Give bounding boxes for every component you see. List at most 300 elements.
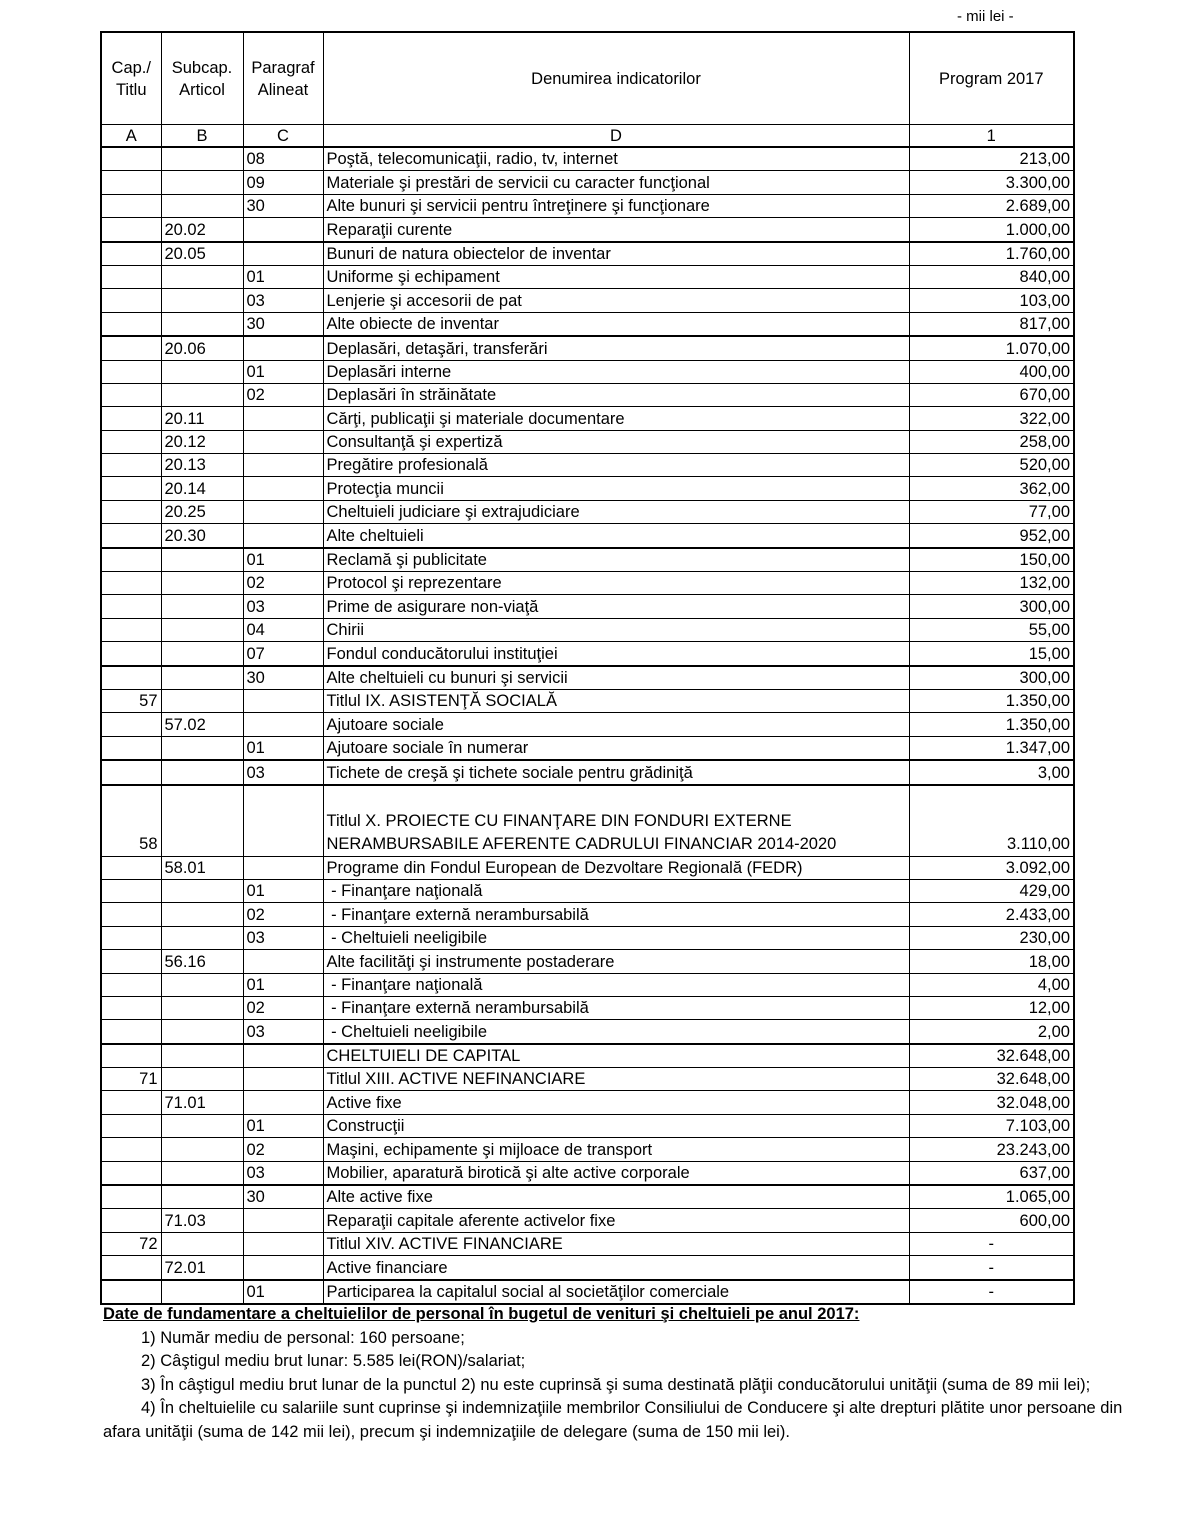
cell-subcap-articol (161, 265, 243, 288)
cell-paragraf-alineat: 02 (243, 996, 323, 1019)
cell-paragraf-alineat (243, 218, 323, 242)
cell-denumirea: - Finanţare naţională (323, 879, 909, 902)
table-row (101, 289, 1074, 312)
cell-subcap-articol (161, 926, 243, 949)
table-row (101, 736, 1074, 760)
cell-paragraf-alineat: 30 (243, 666, 323, 690)
cell-program-2017: 150,00 (909, 548, 1074, 572)
cell-paragraf-alineat (243, 500, 323, 523)
cell-cap-titlu (101, 454, 161, 477)
cell-denumirea: Programe din Fondul European de Dezvoltare Regională (FEDR) (323, 856, 909, 879)
cell-program-2017: - (909, 1256, 1074, 1280)
cell-subcap-articol: 20.12 (161, 430, 243, 453)
cell-program-2017: 3.110,00 (909, 785, 1074, 857)
cell-denumirea: Alte active fixe (323, 1185, 909, 1209)
cell-denumirea: Protecţia muncii (323, 477, 909, 500)
cell-subcap-articol (161, 171, 243, 194)
cell-subcap-articol: 20.05 (161, 242, 243, 266)
table-row (101, 218, 1074, 242)
cell-program-2017: 670,00 (909, 383, 1074, 406)
cell-cap-titlu (101, 1091, 161, 1114)
table-row (101, 360, 1074, 383)
cell-denumirea: Ajutoare sociale în numerar (323, 736, 909, 760)
notes-section (103, 1303, 1123, 1444)
cell-subcap-articol (161, 1280, 243, 1304)
cell-program-2017: 1.070,00 (909, 336, 1074, 360)
cell-program-2017: 2.689,00 (909, 194, 1074, 217)
cell-cap-titlu (101, 383, 161, 406)
table-row (101, 926, 1074, 949)
cell-paragraf-alineat (243, 1068, 323, 1091)
budget-table (100, 31, 1075, 1305)
cell-paragraf-alineat: 03 (243, 760, 323, 784)
cell-cap-titlu (101, 477, 161, 500)
cell-subcap-articol (161, 1138, 243, 1161)
table-row (101, 879, 1074, 902)
cell-denumirea: Titlul XIII. ACTIVE NEFINANCIARE (323, 1068, 909, 1091)
cell-cap-titlu (101, 736, 161, 760)
letter-d: D (323, 125, 909, 148)
cell-denumirea: Consultanţă şi expertiză (323, 430, 909, 453)
cell-program-2017: 362,00 (909, 477, 1074, 500)
cell-program-2017: 103,00 (909, 289, 1074, 312)
cell-cap-titlu (101, 1114, 161, 1137)
cell-subcap-articol (161, 595, 243, 618)
cell-program-2017: 32.648,00 (909, 1068, 1074, 1091)
cell-program-2017: 2,00 (909, 1020, 1074, 1044)
cell-cap-titlu (101, 666, 161, 690)
cell-subcap-articol: 20.06 (161, 336, 243, 360)
cell-paragraf-alineat (243, 242, 323, 266)
cell-denumirea: Alte cheltuieli cu bunuri şi servicii (323, 666, 909, 690)
cell-subcap-articol (161, 736, 243, 760)
cell-program-2017: 1.065,00 (909, 1185, 1074, 1209)
cell-denumirea: Reparaţii curente (323, 218, 909, 242)
cell-denumirea: Poştă, telecomunicaţii, radio, tv, internet (323, 147, 909, 171)
cell-program-2017: 637,00 (909, 1161, 1074, 1185)
table-row (101, 336, 1074, 360)
table-row (101, 785, 1074, 857)
cell-subcap-articol (161, 996, 243, 1019)
table-row (101, 618, 1074, 641)
cell-cap-titlu (101, 548, 161, 572)
table-row (101, 950, 1074, 973)
cell-denumirea: Protocol şi reprezentare (323, 572, 909, 595)
cell-program-2017: 952,00 (909, 524, 1074, 548)
cell-denumirea: Fondul conducătorului instituţiei (323, 642, 909, 666)
cell-paragraf-alineat: 30 (243, 312, 323, 336)
table-row (101, 265, 1074, 288)
table-row (101, 454, 1074, 477)
letter-b: B (161, 125, 243, 148)
cell-paragraf-alineat: 30 (243, 1185, 323, 1209)
cell-subcap-articol (161, 1114, 243, 1137)
cell-subcap-articol (161, 642, 243, 666)
cell-denumirea: Alte bunuri şi servicii pentru întreţinere şi funcţionare (323, 194, 909, 217)
cell-program-2017: 213,00 (909, 147, 1074, 171)
table-row (101, 194, 1074, 217)
table-row (101, 524, 1074, 548)
cell-denumirea: Lenjerie şi accesorii de pat (323, 289, 909, 312)
cell-paragraf-alineat (243, 336, 323, 360)
cell-subcap-articol (161, 383, 243, 406)
cell-paragraf-alineat (243, 1209, 323, 1232)
cell-denumirea: Alte cheltuieli (323, 524, 909, 548)
note-item: 2) Câştigul mediu brut lunar: 5.585 lei(RON)/salariat; (141, 1352, 526, 1370)
cell-program-2017: 4,00 (909, 973, 1074, 996)
table-row (101, 1138, 1074, 1161)
cell-denumirea: Uniforme şi echipament (323, 265, 909, 288)
cell-paragraf-alineat (243, 407, 323, 430)
cell-subcap-articol: 20.13 (161, 454, 243, 477)
cell-denumirea: Cărţi, publicaţii şi materiale documentare (323, 407, 909, 430)
cell-cap-titlu (101, 242, 161, 266)
table-row (101, 760, 1074, 784)
cell-subcap-articol (161, 903, 243, 926)
unit-label: - mii lei - (957, 8, 1014, 25)
cell-paragraf-alineat (243, 713, 323, 736)
cell-paragraf-alineat: 01 (243, 879, 323, 902)
cell-cap-titlu (101, 595, 161, 618)
cell-cap-titlu (101, 1020, 161, 1044)
cell-paragraf-alineat: 01 (243, 973, 323, 996)
table-row (101, 1256, 1074, 1280)
cell-denumirea: Titlul IX. ASISTENŢĂ SOCIALĂ (323, 689, 909, 712)
table-row (101, 903, 1074, 926)
cell-program-2017: 600,00 (909, 1209, 1074, 1232)
cell-paragraf-alineat: 04 (243, 618, 323, 641)
letter-c: C (243, 125, 323, 148)
table-row (101, 1185, 1074, 1209)
cell-cap-titlu (101, 171, 161, 194)
cell-cap-titlu (101, 360, 161, 383)
cell-subcap-articol (161, 548, 243, 572)
cell-denumirea: Deplasări, detaşări, transferări (323, 336, 909, 360)
cell-subcap-articol (161, 1185, 243, 1209)
cell-denumirea: Deplasări interne (323, 360, 909, 383)
table-row (101, 572, 1074, 595)
cell-subcap-articol: 56.16 (161, 950, 243, 973)
table-row (101, 500, 1074, 523)
cell-cap-titlu (101, 1161, 161, 1185)
cell-paragraf-alineat: 03 (243, 1020, 323, 1044)
table-row (101, 477, 1074, 500)
cell-subcap-articol (161, 689, 243, 712)
cell-program-2017: 1.347,00 (909, 736, 1074, 760)
cell-paragraf-alineat (243, 430, 323, 453)
cell-paragraf-alineat (243, 950, 323, 973)
table-row (101, 548, 1074, 572)
cell-subcap-articol (161, 760, 243, 784)
cell-cap-titlu (101, 996, 161, 1019)
cell-subcap-articol: 20.02 (161, 218, 243, 242)
cell-subcap-articol: 20.25 (161, 500, 243, 523)
cell-paragraf-alineat: 01 (243, 360, 323, 383)
cell-denumirea: Construcţii (323, 1114, 909, 1137)
cell-paragraf-alineat: 02 (243, 1138, 323, 1161)
cell-paragraf-alineat: 03 (243, 289, 323, 312)
cell-program-2017: 300,00 (909, 666, 1074, 690)
cell-paragraf-alineat (243, 785, 323, 857)
cell-cap-titlu (101, 856, 161, 879)
cell-denumirea: - Cheltuieli neeligibile (323, 926, 909, 949)
cell-program-2017: 1.760,00 (909, 242, 1074, 266)
cell-paragraf-alineat: 02 (243, 383, 323, 406)
cell-program-2017: 258,00 (909, 430, 1074, 453)
cell-denumirea: Alte obiecte de inventar (323, 312, 909, 336)
table-row (101, 689, 1074, 712)
cell-cap-titlu (101, 642, 161, 666)
cell-cap-titlu (101, 973, 161, 996)
cell-subcap-articol: 72.01 (161, 1256, 243, 1280)
cell-paragraf-alineat: 08 (243, 147, 323, 171)
cell-denumirea: Prime de asigurare non-viaţă (323, 595, 909, 618)
cell-subcap-articol (161, 618, 243, 641)
cell-subcap-articol: 58.01 (161, 856, 243, 879)
cell-program-2017: 23.243,00 (909, 1138, 1074, 1161)
table-row (101, 996, 1074, 1019)
table-row (101, 642, 1074, 666)
cell-denumirea: - Finanţare externă nerambursabilă (323, 996, 909, 1019)
note-item: 4) În cheltuielile cu salariile sunt cuprinse şi indemnizaţiile membrilor Consiliului de Conducere şi alte drepturi plătite unor persoane din afara unităţii (suma de 142 mii lei), precum şi indemnizaţiile de delegare (suma de 150 mii lei). (103, 1399, 1123, 1441)
cell-cap-titlu (101, 1185, 161, 1209)
table-row (101, 1280, 1074, 1304)
cell-subcap-articol (161, 973, 243, 996)
cell-program-2017: 32.048,00 (909, 1091, 1074, 1114)
cell-paragraf-alineat: 03 (243, 595, 323, 618)
cell-subcap-articol (161, 1232, 243, 1255)
cell-program-2017: 520,00 (909, 454, 1074, 477)
cell-denumirea: Tichete de creşă şi tichete sociale pentru grădiniţă (323, 760, 909, 784)
cell-program-2017: 230,00 (909, 926, 1074, 949)
cell-subcap-articol (161, 1044, 243, 1068)
table-row (101, 1209, 1074, 1232)
cell-denumirea: Bunuri de natura obiectelor de inventar (323, 242, 909, 266)
table-row (101, 1044, 1074, 1068)
table-letter-row (101, 125, 1074, 148)
cell-cap-titlu (101, 407, 161, 430)
note-item: 3) În câştigul mediu brut lunar de la punctul 2) nu este cuprinsă şi suma destinată plăţii conducătorului unităţii (suma de 89 mii lei); (141, 1375, 1091, 1394)
cell-cap-titlu: 57 (101, 689, 161, 712)
cell-denumirea: Titlul X. PROIECTE CU FINANŢARE DIN FONDURI EXTERNE NERAMBURSABILE AFERENTE CADRULUI FINANCIAR 2014-2020 (323, 785, 909, 857)
cell-cap-titlu (101, 572, 161, 595)
table-row (101, 1091, 1074, 1114)
cell-paragraf-alineat (243, 477, 323, 500)
cell-cap-titlu: 72 (101, 1232, 161, 1255)
cell-denumirea: Pregătire profesională (323, 454, 909, 477)
cell-cap-titlu (101, 1044, 161, 1068)
table-row (101, 242, 1074, 266)
cell-paragraf-alineat: 01 (243, 1114, 323, 1137)
cell-cap-titlu (101, 500, 161, 523)
cell-program-2017: 1.350,00 (909, 713, 1074, 736)
cell-denumirea: Participarea la capitalul social al societăţilor comerciale (323, 1280, 909, 1304)
cell-paragraf-alineat (243, 856, 323, 879)
cell-cap-titlu (101, 524, 161, 548)
cell-paragraf-alineat: 02 (243, 903, 323, 926)
cell-cap-titlu (101, 147, 161, 171)
cell-cap-titlu (101, 926, 161, 949)
cell-subcap-articol: 20.14 (161, 477, 243, 500)
cell-cap-titlu (101, 1138, 161, 1161)
cell-program-2017: 840,00 (909, 265, 1074, 288)
cell-cap-titlu (101, 1280, 161, 1304)
header-cap-titlu: Cap./ Titlu (101, 32, 161, 125)
cell-paragraf-alineat (243, 689, 323, 712)
cell-cap-titlu (101, 194, 161, 217)
note-item: 1) Număr mediu de personal: 160 persoane; (141, 1328, 465, 1347)
cell-cap-titlu (101, 1209, 161, 1232)
cell-subcap-articol (161, 312, 243, 336)
table-row (101, 312, 1074, 336)
cell-subcap-articol (161, 147, 243, 171)
cell-paragraf-alineat: 09 (243, 171, 323, 194)
cell-denumirea: Deplasări în străinătate (323, 383, 909, 406)
cell-cap-titlu (101, 289, 161, 312)
cell-paragraf-alineat (243, 1256, 323, 1280)
cell-subcap-articol (161, 1161, 243, 1185)
cell-subcap-articol: 71.01 (161, 1091, 243, 1114)
cell-denumirea: Titlul XIV. ACTIVE FINANCIARE (323, 1232, 909, 1255)
cell-denumirea: Maşini, echipamente şi mijloace de transport (323, 1138, 909, 1161)
cell-program-2017: 2.433,00 (909, 903, 1074, 926)
cell-paragraf-alineat: 02 (243, 572, 323, 595)
cell-cap-titlu (101, 430, 161, 453)
cell-subcap-articol: 57.02 (161, 713, 243, 736)
cell-cap-titlu: 58 (101, 785, 161, 857)
cell-subcap-articol (161, 879, 243, 902)
header-paragraf-alineat: Paragraf Alineat (243, 32, 323, 125)
cell-denumirea: CHELTUIELI DE CAPITAL (323, 1044, 909, 1068)
cell-paragraf-alineat: 01 (243, 736, 323, 760)
cell-cap-titlu (101, 879, 161, 902)
cell-denumirea: Active financiare (323, 1256, 909, 1280)
cell-program-2017: 77,00 (909, 500, 1074, 523)
cell-program-2017: 1.350,00 (909, 689, 1074, 712)
cell-cap-titlu (101, 903, 161, 926)
cell-denumirea: Alte facilităţi şi instrumente postaderare (323, 950, 909, 973)
cell-cap-titlu (101, 336, 161, 360)
notes-title: Date de fundamentare a cheltuielilor de personal în bugetul de venituri şi cheltuieli pe anul 2017: (103, 1305, 860, 1323)
table-row (101, 856, 1074, 879)
cell-program-2017: 1.000,00 (909, 218, 1074, 242)
cell-denumirea: - Finanţare naţională (323, 973, 909, 996)
cell-paragraf-alineat: 01 (243, 1280, 323, 1304)
cell-cap-titlu (101, 312, 161, 336)
cell-subcap-articol (161, 1020, 243, 1044)
cell-paragraf-alineat (243, 1044, 323, 1068)
cell-denumirea: Cheltuieli judiciare şi extrajudiciare (323, 500, 909, 523)
cell-denumirea: Reclamă şi publicitate (323, 548, 909, 572)
cell-paragraf-alineat (243, 1091, 323, 1114)
cell-program-2017: 3,00 (909, 760, 1074, 784)
cell-program-2017: 15,00 (909, 642, 1074, 666)
cell-subcap-articol (161, 572, 243, 595)
table-row (101, 383, 1074, 406)
cell-program-2017: 400,00 (909, 360, 1074, 383)
cell-program-2017: 3.092,00 (909, 856, 1074, 879)
cell-subcap-articol (161, 785, 243, 857)
table-row (101, 666, 1074, 690)
cell-denumirea: Ajutoare sociale (323, 713, 909, 736)
cell-program-2017: 3.300,00 (909, 171, 1074, 194)
cell-program-2017: 300,00 (909, 595, 1074, 618)
header-program-2017: Program 2017 (909, 32, 1074, 125)
cell-program-2017: - (909, 1232, 1074, 1255)
cell-subcap-articol (161, 289, 243, 312)
cell-cap-titlu (101, 218, 161, 242)
cell-paragraf-alineat: 07 (243, 642, 323, 666)
cell-program-2017: 55,00 (909, 618, 1074, 641)
cell-denumirea: - Cheltuieli neeligibile (323, 1020, 909, 1044)
cell-denumirea: Reparaţii capitale aferente activelor fixe (323, 1209, 909, 1232)
table-row (101, 1114, 1074, 1137)
cell-paragraf-alineat (243, 524, 323, 548)
table-row (101, 171, 1074, 194)
table-row (101, 1068, 1074, 1091)
table-row (101, 147, 1074, 171)
cell-paragraf-alineat (243, 454, 323, 477)
table-row (101, 1232, 1074, 1255)
table-row (101, 713, 1074, 736)
cell-paragraf-alineat: 03 (243, 926, 323, 949)
cell-cap-titlu (101, 265, 161, 288)
cell-program-2017: 322,00 (909, 407, 1074, 430)
cell-subcap-articol (161, 360, 243, 383)
cell-cap-titlu: 71 (101, 1068, 161, 1091)
cell-denumirea: Mobilier, aparatură birotică şi alte active corporale (323, 1161, 909, 1185)
cell-subcap-articol: 20.11 (161, 407, 243, 430)
cell-program-2017: 18,00 (909, 950, 1074, 973)
header-subcap-articol: Subcap. Articol (161, 32, 243, 125)
table-row (101, 595, 1074, 618)
cell-program-2017: - (909, 1280, 1074, 1304)
letter-a: A (101, 125, 161, 148)
cell-subcap-articol: 20.30 (161, 524, 243, 548)
table-row (101, 430, 1074, 453)
cell-cap-titlu (101, 618, 161, 641)
cell-subcap-articol: 71.03 (161, 1209, 243, 1232)
cell-denumirea: - Finanţare externă nerambursabilă (323, 903, 909, 926)
table-header-row (101, 32, 1074, 125)
cell-subcap-articol (161, 1068, 243, 1091)
cell-denumirea: Active fixe (323, 1091, 909, 1114)
cell-denumirea: Materiale şi prestări de servicii cu caracter funcţional (323, 171, 909, 194)
cell-denumirea: Chirii (323, 618, 909, 641)
cell-paragraf-alineat: 30 (243, 194, 323, 217)
cell-paragraf-alineat: 01 (243, 548, 323, 572)
cell-program-2017: 12,00 (909, 996, 1074, 1019)
table-row (101, 1020, 1074, 1044)
cell-program-2017: 32.648,00 (909, 1044, 1074, 1068)
cell-paragraf-alineat (243, 1232, 323, 1255)
cell-cap-titlu (101, 760, 161, 784)
table-row (101, 407, 1074, 430)
cell-program-2017: 817,00 (909, 312, 1074, 336)
cell-paragraf-alineat: 01 (243, 265, 323, 288)
header-denumirea: Denumirea indicatorilor (323, 32, 909, 125)
table-row (101, 973, 1074, 996)
cell-program-2017: 7.103,00 (909, 1114, 1074, 1137)
cell-subcap-articol (161, 194, 243, 217)
cell-subcap-articol (161, 666, 243, 690)
cell-cap-titlu (101, 1256, 161, 1280)
cell-paragraf-alineat: 03 (243, 1161, 323, 1185)
cell-program-2017: 429,00 (909, 879, 1074, 902)
letter-1: 1 (909, 125, 1074, 148)
cell-program-2017: 132,00 (909, 572, 1074, 595)
cell-cap-titlu (101, 713, 161, 736)
